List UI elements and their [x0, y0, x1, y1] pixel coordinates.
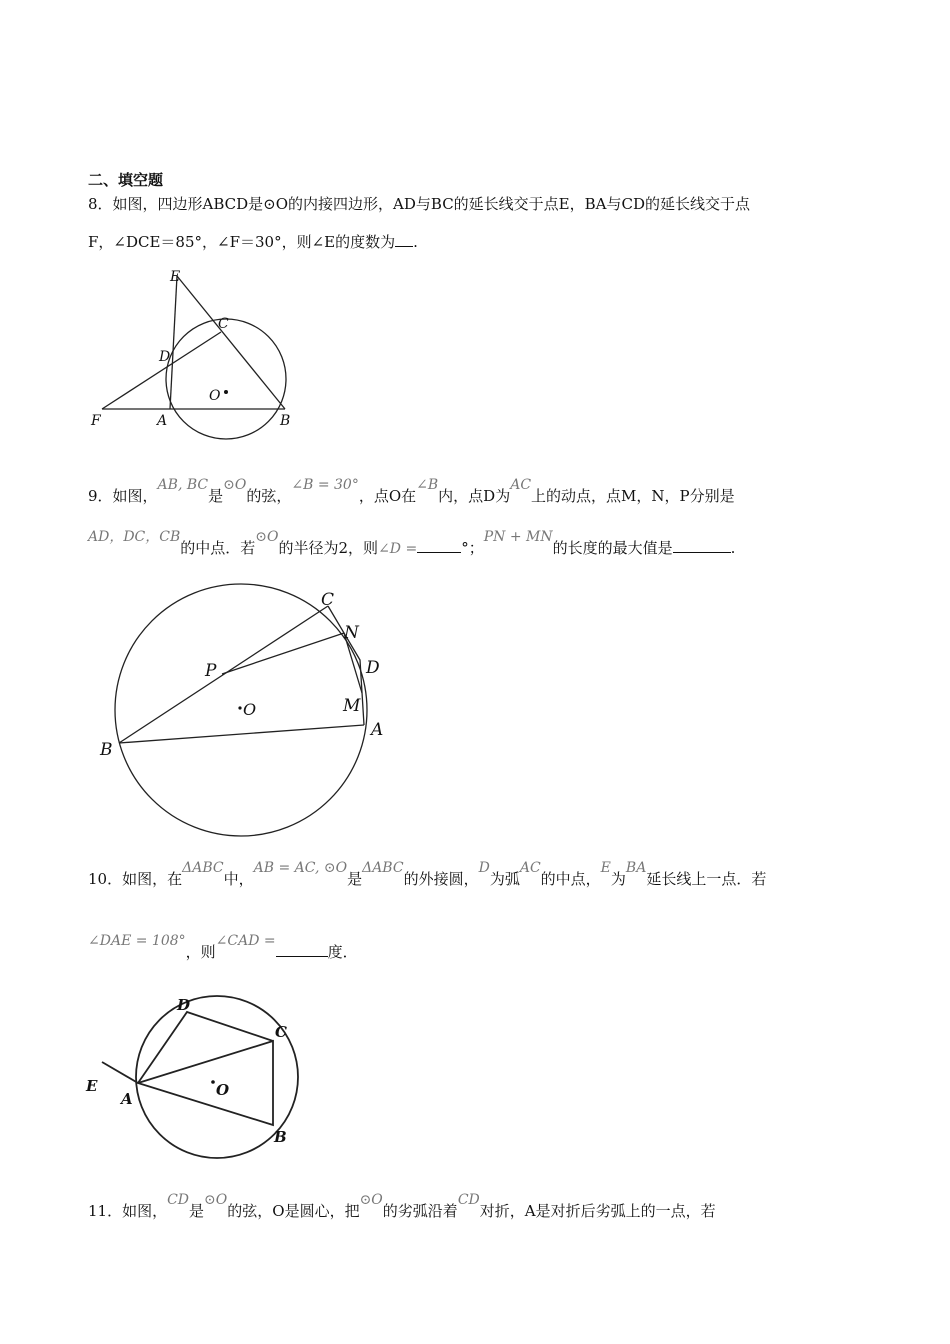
label-D: D	[159, 349, 171, 365]
q11-math-cd-2: CD	[457, 1192, 480, 1208]
section-title: 二、填空题	[88, 171, 164, 189]
q11-text-3: 的弦，O是圆心，把	[227, 1202, 360, 1220]
q9-text-3: 的弦，	[246, 487, 292, 505]
q8-line2	[88, 232, 418, 252]
q11-math-circle-2: ⊙O	[359, 1192, 383, 1208]
label-N: N	[344, 623, 359, 643]
q11-text-5: 对折，A是对折后劣弧上的一点，若	[479, 1202, 716, 1220]
q9-text-8: 的半径为2，则	[278, 539, 379, 557]
q9-math-sum: PN + MN	[483, 529, 553, 545]
label-A: A	[157, 413, 168, 429]
q9-text-7: 的中点．若	[180, 539, 256, 557]
q10-text-5: 为弧	[489, 870, 520, 888]
q9-circle	[115, 584, 367, 836]
label-B: B	[280, 413, 291, 429]
q10-math-triangle: ΔABC	[182, 860, 224, 876]
label-C: C	[275, 1023, 287, 1041]
label-B: B	[274, 1128, 287, 1146]
center-dot	[224, 390, 228, 394]
q9-math-angle-d: ∠D =	[378, 541, 418, 557]
q9-line2	[88, 529, 736, 559]
q10-figure	[80, 990, 320, 1160]
line-BA	[119, 725, 364, 743]
q11-line1	[88, 1192, 716, 1222]
label-B: B	[100, 740, 113, 760]
q10-text-3: 是	[347, 870, 363, 888]
label-P: P	[205, 661, 217, 681]
q9-math-arc-ac: AC	[510, 477, 532, 493]
q9-text-5: 内，点D为	[438, 487, 511, 505]
answer-blank	[417, 538, 461, 553]
q8-figure	[80, 262, 310, 462]
answer-blank	[673, 538, 731, 553]
q9-text-2: 是	[208, 487, 224, 505]
line-BC	[119, 606, 328, 743]
q11-text-2: 是	[189, 1202, 205, 1220]
q9-math-chords: AB, BC	[157, 477, 209, 493]
label-M: M	[343, 696, 361, 716]
label-O: O	[243, 700, 257, 719]
q10-text-9: ，则	[185, 943, 216, 961]
q9-math-circle: ⊙O	[223, 477, 247, 493]
q10-text-2: 中，	[223, 870, 254, 888]
q9-text-9: °；	[461, 539, 484, 557]
line-EA	[170, 276, 177, 409]
answer-blank	[395, 232, 413, 247]
q9-math-angle-b: ∠B = 30°	[291, 477, 359, 493]
q11-math-circle: ⊙O	[204, 1192, 228, 1208]
q10-math-e: E	[600, 860, 611, 876]
q10-math-d: D	[478, 860, 490, 876]
q11-text-4: 的劣弧沿着	[382, 1202, 458, 1220]
q9-math-circle-2: ⊙O	[255, 529, 279, 545]
q8-line1: 8．如图，四边形ABCD是⊙O的内接四边形，AD与BC的延长线交于点E，BA与CD的延长线交于点	[88, 195, 750, 213]
q10-math-ba: BA	[625, 860, 647, 876]
q8-line2-text: F，∠DCE＝85°，∠F＝30°，则∠E的度数为	[88, 233, 396, 251]
q10-text-4: 的外接圆，	[403, 870, 479, 888]
center-dot	[238, 706, 241, 709]
q9-line1	[88, 477, 735, 507]
q10-math-angle-dae: ∠DAE = 108°	[88, 933, 186, 949]
label-C: C	[321, 590, 335, 610]
q9-text-1: 9．如图，	[88, 487, 158, 505]
label-E: E	[170, 269, 181, 285]
q8-line2-end: .	[413, 233, 418, 251]
line-FC	[102, 332, 221, 409]
q10-text-1: 10．如图，在	[88, 870, 183, 888]
line-PN	[222, 633, 344, 674]
q11-text-1: 11．如图，	[88, 1202, 168, 1220]
answer-blank	[276, 942, 328, 957]
q10-text-6: 的中点，	[540, 870, 601, 888]
line-EA	[102, 1062, 138, 1083]
q9-math-segments: AD，DC，CB	[88, 529, 181, 545]
q9-text-6: 上的动点，点M，N，P分别是	[531, 487, 735, 505]
label-E: E	[86, 1077, 98, 1095]
q10-text-10: 度．	[327, 943, 358, 961]
q9-math-angle: ∠B	[416, 477, 439, 493]
label-D: D	[177, 996, 191, 1014]
center-dot	[211, 1080, 215, 1084]
label-A: A	[371, 720, 384, 740]
q10-line2	[88, 933, 358, 963]
q10-text-7: 为	[610, 870, 626, 888]
q10-math-triangle-2: ΔABC	[362, 860, 404, 876]
q9-text-4: ，点O在	[358, 487, 417, 505]
line-EB	[177, 276, 285, 409]
q10-line1	[88, 860, 767, 890]
q10-math-arc-ac: AC	[519, 860, 541, 876]
q11-math-cd: CD	[167, 1192, 190, 1208]
q9-text-10: 的长度的最大值是	[552, 539, 673, 557]
label-O: O	[216, 1081, 230, 1099]
q10-math-angle-cad: ∠CAD =	[215, 933, 276, 949]
label-C: C	[218, 316, 229, 332]
label-A: A	[121, 1090, 133, 1108]
label-O: O	[209, 388, 221, 404]
label-D: D	[366, 658, 380, 678]
q9-figure	[100, 575, 400, 845]
label-F: F	[91, 413, 101, 429]
q10-text-8: 延长线上一点．若	[646, 870, 767, 888]
q10-math-equal-sides: AB = AC, ⊙O	[253, 860, 348, 876]
q9-text-11: .	[730, 539, 736, 557]
